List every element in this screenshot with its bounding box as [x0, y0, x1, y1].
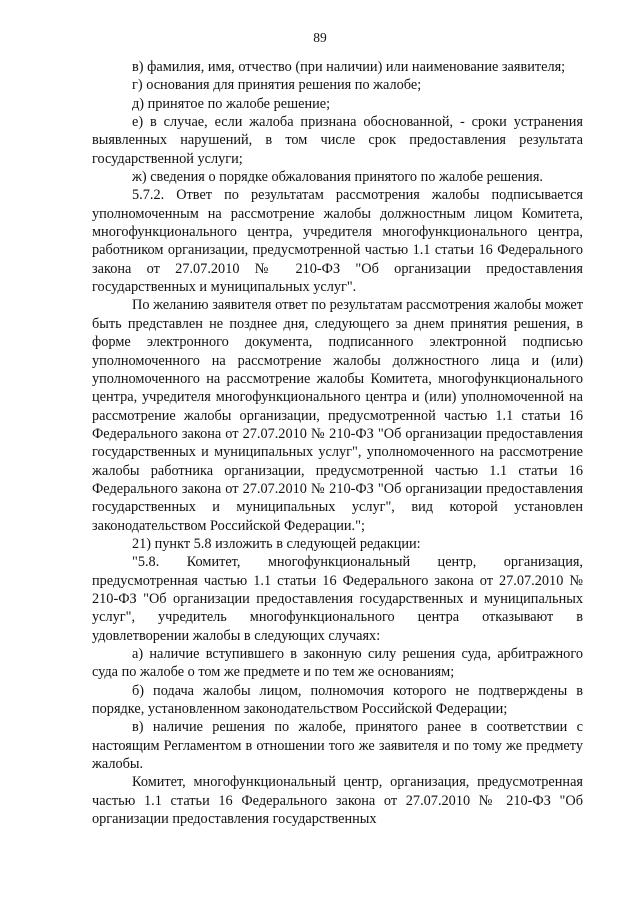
paragraph-decision-grounds: г) основания для принятия решения по жалобе;: [132, 77, 422, 94]
paragraph-electronic-answer: По желанию заявителя ответ по результатам рассмотрения жалобы может быть представлен не позднее дня, следующего за днем принятия решения, в форме электронного документа, подписанного электронной подписью уполномоченного на рассмотрение жалобы должностного лица и (или) уполномоченного на рассмотрение жалобы Комитета, многофункционального центра, учредителя многофункционального центра и (или) уполномоченной на рассмотрение жалобы организации, предусмотренной частью 1.1 статьи 16 Федерального закона от 27.07.2010 № 210-ФЗ "Об организации предоставления государственных и муниципальных услуг", уполномоченного на рассмотрение жалобы работника организации, предусмотренной частью 1.1 статьи 16 Федерального закона от 27.07.2010 № 210-ФЗ "Об организации предоставления государственных и муниципальных услуг", вид которой установлен законодательством Российской Федерации.";: [92, 297, 583, 534]
paragraph-refusal-b: б) подача жалобы лицом, полномочия которого не подтверждены в порядке, установленном законодательством Российской Федерации;: [92, 682, 583, 718]
paragraph-violation-terms: е) в случае, если жалоба признана обоснованной, - сроки устранения выявленных нарушений, в том числе срок предоставления результата государственной услуги;: [92, 114, 583, 167]
paragraph-refusal-c: в) наличие решения по жалобе, принятого ранее в соответствии с настоящим Регламентом в отношении того же заявителя и по тому же предмету жалобы.: [92, 719, 583, 773]
paragraph-item-21: 21) пункт 5.8 изложить в следующей редакции:: [132, 535, 421, 552]
paragraph-5-8: "5.8. Комитет, многофункциональный центр, организация, предусмотренная частью 1.1 статьи 16 Федерального закона от 27.07.2010 № 210-ФЗ "Об организации предоставления государственных и муниципальных услуг", учредитель многофункционального центра отказывают в удовлетворении жалобы в следующих случаях:: [92, 554, 583, 644]
paragraph-committee-continued: Комитет, многофункциональный центр, организация, предусмотренная частью 1.1 статьи 16 Федерального закона от 27.07.2010 № 210-ФЗ "Об организации предоставления государственных: [92, 774, 583, 828]
page-number: 89: [313, 30, 327, 45]
document-body: [92, 58, 583, 828]
paragraph-applicant-name: в) фамилия, имя, отчество (при наличии) или наименование заявителя;: [132, 59, 566, 75]
paragraph-decision: д) принятое по жалобе решение;: [132, 95, 331, 112]
paragraph-appeal-procedure: ж) сведения о порядке обжалования принятого по жалобе решения.: [132, 169, 543, 186]
paragraph-5-7-2: 5.7.2. Ответ по результатам рассмотрения жалобы подписывается уполномоченным на рассмотрение жалобы должностным лицом Комитета, многофункционального центра, учредителя многофункционального центра, работником организации, предусмотренной частью 1.1 статьи 16 Федерального закона от 27.07.2010 № 210-ФЗ "Об организации предоставления государственных и муниципальных услуг".: [92, 187, 583, 296]
paragraph-refusal-a: а) наличие вступившего в законную силу решения суда, арбитражного суда по жалобе о том же предмете и по тем же основаниям;: [92, 646, 583, 681]
